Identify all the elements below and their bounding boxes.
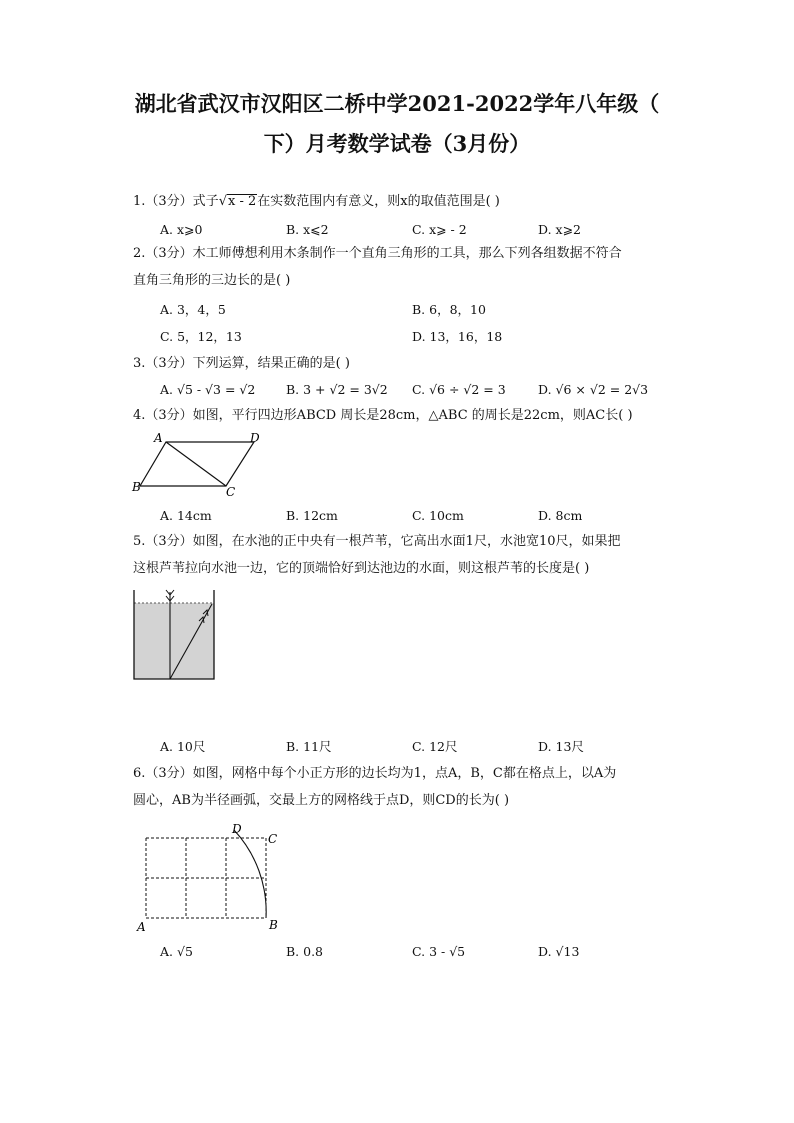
q1-stem-prefix: 1.（3分）式子 xyxy=(133,194,219,209)
q1-option-a: A. x⩾0 xyxy=(160,222,203,237)
q6-stem-line-2: 圆心，AB为半径画弧，交最上方的网格线于点D，则CD的长为( ) xyxy=(133,793,510,808)
q2-option-c: C. 5，12，13 xyxy=(160,329,242,344)
q2-option-b: B. 6，8，10 xyxy=(412,302,486,317)
q5-stem-line-2: 这根芦苇拉向水池一边，它的顶端恰好到达池边的水面，则这根芦苇的长度是( ) xyxy=(133,561,590,576)
q4-option-d: D. 8cm xyxy=(538,508,583,523)
water-area xyxy=(134,603,214,679)
label-d: D xyxy=(232,822,242,836)
q5-option-a: A. 10尺 xyxy=(160,739,206,754)
grid-arc-figure xyxy=(130,820,290,936)
q4-option-c: C. 10cm xyxy=(412,508,464,523)
arc-from-b xyxy=(234,830,266,918)
label-b: B xyxy=(132,480,141,494)
parallelogram-figure xyxy=(130,428,270,500)
label-a: A xyxy=(154,431,163,445)
question-2-stem xyxy=(133,240,673,294)
q6-stem-line-1: 6.（3分）如图，网格中每个小正方形的边长均为1，点A，B，C都在格点上，以A为 xyxy=(133,766,617,781)
title-line-2: 下）月考数学试卷（3月份） xyxy=(263,131,531,156)
label-a: A xyxy=(137,920,146,934)
q3-option-b: B. 3 + √2 = 3√2 xyxy=(286,382,388,397)
q2-stem-line-2: 直角三角形的三边长的是( ) xyxy=(133,273,291,288)
q6-option-b: B. 0.8 xyxy=(286,944,324,959)
q5-option-c: C. 12尺 xyxy=(412,739,458,754)
diagonal-ac xyxy=(166,442,226,486)
label-b: B xyxy=(269,918,278,932)
q2-option-d: D. 13，16，18 xyxy=(412,329,503,344)
question-4-stem: 4.（3分）如图，平行四边形ABCD 周长是28cm，△ABC 的周长是22cm，则AC长( ) xyxy=(133,408,633,423)
q6-option-c: C. 3 - √5 xyxy=(412,944,466,959)
q2-stem-line-1: 2.（3分）木工师傅想利用木条制作一个直角三角形的工具，那么下列各组数据不符合 xyxy=(133,246,622,261)
q3-option-d: D. √6 × √2 = 2√3 xyxy=(538,382,649,397)
title-line-1: 湖北省武汉市汉阳区二桥中学2021-2022学年八年级（ xyxy=(134,91,660,116)
q4-option-a: A. 14cm xyxy=(160,508,212,523)
q2-option-a: A. 3，4，5 xyxy=(160,302,226,317)
q3-option-a: A. √5 - √3 = √2 xyxy=(160,382,256,397)
question-5-stem xyxy=(133,528,673,582)
q5-option-b: B. 11尺 xyxy=(286,739,332,754)
q5-stem-line-1: 5.（3分）如图，在水池的正中央有一根芦苇，它高出水面1尺，水池宽10尺，如果把 xyxy=(133,534,621,549)
question-1-stem: 1.（3分）式子√x - 2在实数范围内有意义，则x的取值范围是( ) xyxy=(133,194,500,209)
question-3-stem: 3.（3分）下列运算，结果正确的是( ) xyxy=(133,356,350,371)
q1-stem-suffix: 在实数范围内有意义，则x的取值范围是( ) xyxy=(257,194,500,209)
pond-reed-figure xyxy=(130,586,220,684)
q1-option-d: D. x⩾2 xyxy=(538,222,581,237)
q6-option-d: D. √13 xyxy=(538,944,580,959)
label-c: C xyxy=(226,485,236,499)
q6-option-a: A. √5 xyxy=(160,944,193,959)
q3-option-c: C. √6 ÷ √2 = 3 xyxy=(412,382,506,397)
q1-option-c: C. x⩾ - 2 xyxy=(412,222,467,237)
q4-option-b: B. 12cm xyxy=(286,508,338,523)
q1-option-b: B. x⩽2 xyxy=(286,222,329,237)
q5-option-d: D. 13尺 xyxy=(538,739,584,754)
label-d: D xyxy=(250,431,260,445)
q1-radicand: x - 2 xyxy=(227,194,257,209)
label-c: C xyxy=(268,832,278,846)
question-6-stem xyxy=(133,760,673,814)
grid-lines xyxy=(146,838,266,918)
